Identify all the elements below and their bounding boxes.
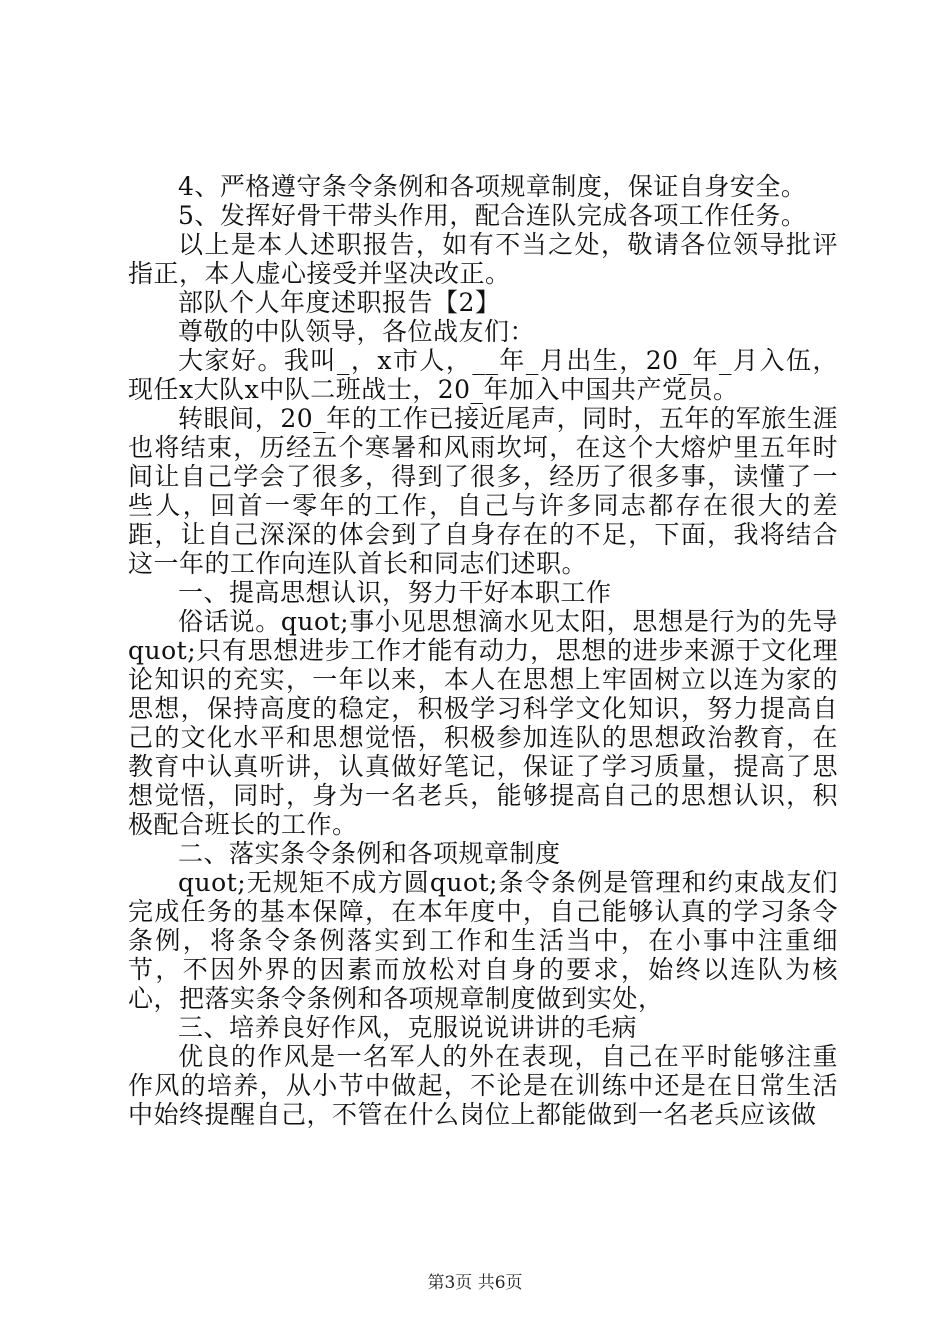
document-body — [128, 172, 838, 1129]
paragraph-item-4: 4、严格遵守条令条例和各项规章制度，保证自身安全。 — [178, 172, 807, 201]
heading-one: 一、提高思想认识，努力干好本职工作 — [178, 578, 612, 607]
section-title: 部队个人年度述职报告【2】 — [178, 288, 501, 317]
page-number: 第3页 共6页 — [427, 1273, 523, 1293]
paragraph-regulations: quot;无规矩不成方圆quot;条令条例是管理和约束战友们完成任务的基本保障，在本年度中，自己能够认真的学习条令条例，将条令条例落实到工作和生活当中，在小事中注重细节，不因外界的因素而放松对自身的要求，始终以连队为核心，把落实条令条例和各项规章制度做到实处， — [128, 868, 838, 1013]
paragraph-thought: 俗话说。quot;事小见思想滴水见太阳，思想是行为的先导quot;只有思想进步工作才能有动力，思想的进步来源于文化理论知识的充实，一年以来，本人在思想上牢固树立以连为家的思想，保持高度的稳定，积极学习科学文化知识，努力提高自己的文化水平和思想觉悟，积极参加连队的思想政治教育，在教育中认真听讲，认真做好笔记，保证了学习质量，提高了思想觉悟，同时，身为一名老兵，能够提高自己的思想认识，积极配合班长的工作。 — [128, 607, 838, 839]
heading-three: 三、培养良好作风，克服说说讲讲的毛病 — [178, 1013, 638, 1042]
paragraph-item-5: 5、发挥好骨干带头作用，配合连队完成各项工作任务。 — [178, 201, 807, 230]
paragraph-overview: 转眼间，20_年的工作已接近尾声，同时，五年的军旅生涯也将结束，历经五个寒暑和风雨坎坷，在这个大熔炉里五年时间让自己学会了很多，得到了很多，经历了很多事，读懂了一些人，回首一零年的工作，自己与许多同志都存在很大的差距，让自己深深的体会到了自身存在的不足，下面，我将结合这一年的工作向连队首长和同志们述职。 — [128, 404, 838, 578]
paragraph-closing: 以上是本人述职报告，如有不当之处，敬请各位领导批评指正，本人虚心接受并坚决改正。 — [128, 230, 838, 288]
paragraph-style: 优良的作风是一名军人的外在表现，自己在平时能够注重作风的培养，从小节中做起，不论是在训练中还是在日常生活中始终提醒自己，不管在什么岗位上都能做到一名老兵应该做 — [128, 1042, 838, 1129]
paragraph-intro: 大家好。我叫_，x市人，__年_月出生，20_年_月入伍，现任x大队x中队二班战士，20_年加入中国共产党员。 — [128, 346, 838, 404]
heading-two: 二、落实条令条例和各项规章制度 — [178, 839, 561, 868]
salutation: 尊敬的中队领导，各位战友们： — [178, 317, 536, 346]
